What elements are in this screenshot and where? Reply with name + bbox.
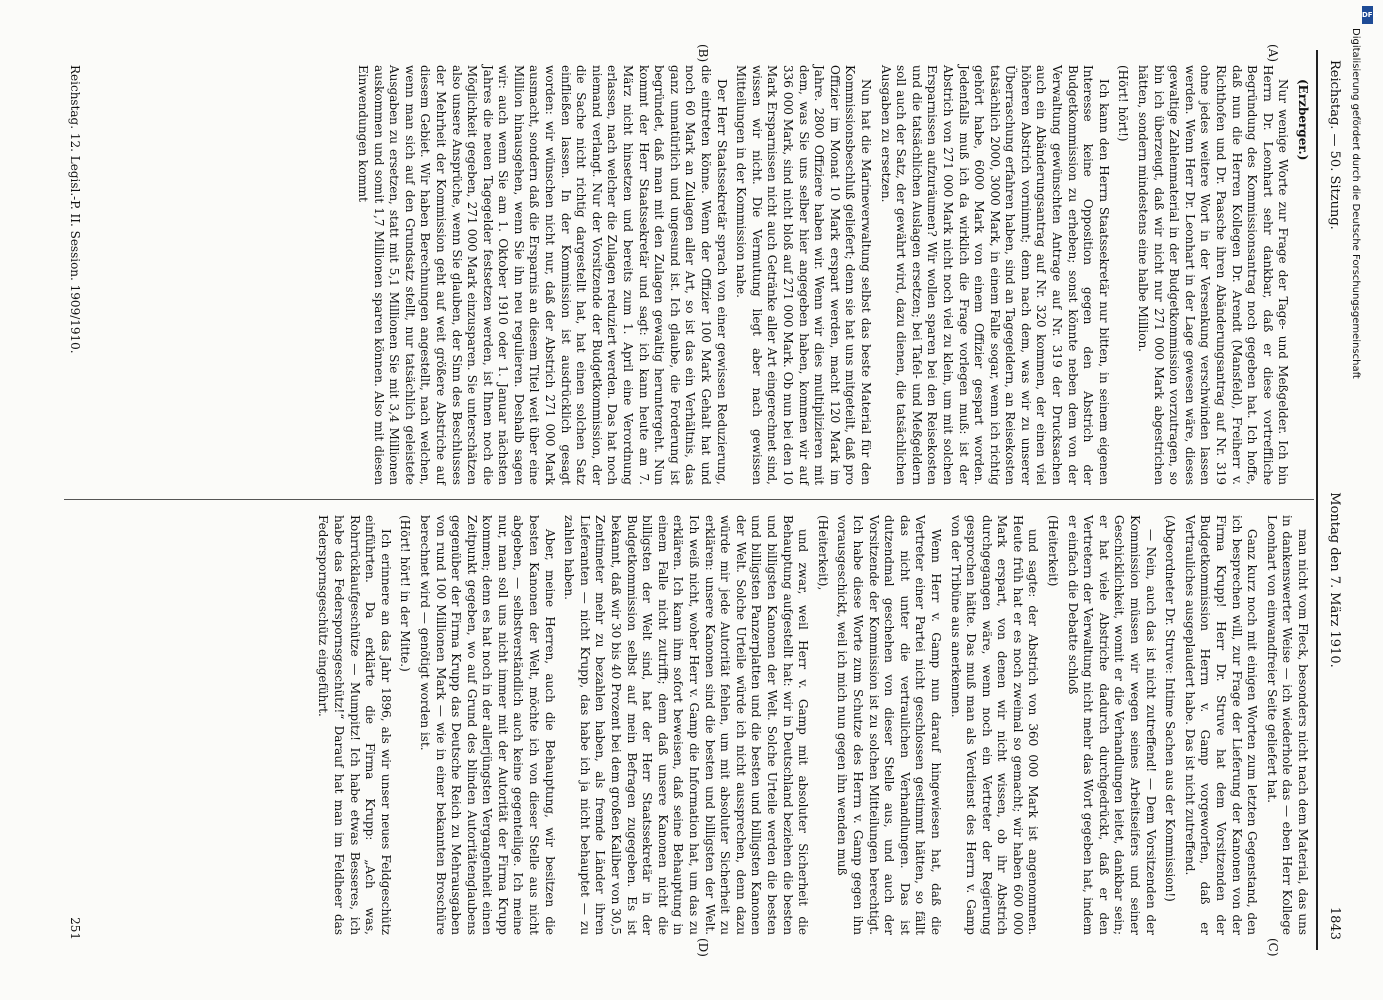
right-paragraph: und zwar, weil Herr v. Gamp mit absoluter Sicherheit die Behauptung aufgestellt hat: wir in Deutschland beziehen die besten und billigsten Kanonen der Welt. Solche Urteile werden die besten und billigsten Panzerplatten und die besten und billigsten Kanonen der Welt. Solche Urteile würde ich nicht aussprechen, denn dazu würde mir jede Autorität fehlen, um mit absoluter Sicherheit zu erklären: unsere Kanonen sind die besten und billigsten der Welt. Ich weiß nicht, woher Herr v. Gamp die Information hat, um das zu erklären. Ich kann ihm sofort beweisen, daß seine Behauptung in einem Falle nicht zutrifft; denn daß unsere Kanonen nicht die billigsten der Welt sind, hat der Herr Staatssekretär in der Budgetkommission selbst auf mein Befragen zugegeben. Es ist bekannt, daß wir 30 bis 40 Prozent bei dem großen Kaliber von 30,5 Zentimeter mehr zu bezahlen haben, als fremde Länder ihren Lieferanten — nicht Krupp, das habe ich ja nicht behauptet — zu zahlen haben. [562, 515, 811, 935]
right-paragraph: man nicht vom Fleck, besonders nicht nach dem Material, das uns in dankenswerter Weise — ich wiederhole das — eben Herr Kollege Leonhart von einwandfreier Seite geliefert hat. [1264, 515, 1310, 935]
margin-letter-b: (B) [696, 44, 710, 63]
right-paragraph: Wenn Herr v. Gamp nun darauf hingewiesen hat, daß die Vertreter einer Partei nicht geschlossen gestimmt hätten, so fällt das nicht unter die vertraulichen Verhandlungen. Das ist dutzendmal geschehen von dieser Stelle aus, und auch der Vorsitzende der Kommission ist zu solchen Mitteilungen berechtigt. Ich habe diese Worte zum Schutze des Herrn v. Gamp gegen ihn vorausgeschickt, weil ich mich nun gegen ihn wenden muß [835, 515, 943, 935]
left-paragraph: Nun hat die Marineverwaltung selbst das beste Material für den Kommissionsbeschluß geliefert; denn sie hat uns mitgeteilt, daß pro Offizier im Monat 10 Mark erspart werden, macht 120 Mark im Jahre. 2800 Offiziere haben wir. Wenn wir dies multiplizieren mit dem, was Sie uns selber hier angegeben haben, kommen wir auf 336 000 Mark, sind nicht bloß auf 271 000 Mark. Ob nun bei den 10 Mark Ersparnissen nicht auch Getränke aller Art eingerechnet sind, wissen wir nicht. Die Vermutung liegt aber nach gewissen Mitteilungen in der Kommission nahe. [734, 65, 873, 485]
margin-letter-a: (A) [1266, 44, 1280, 63]
right-paragraph: Aber, meine Herren, auch die Behauptung, wir besitzen die besten Kanonen der Welt, möchte ich von dieser Stelle aus nicht abgeben, — selbstverständlich auch keine gegenteilige. Ich meine nur, man soll uns nicht immer mit der Autorität der Firma Krupp kommen; denn es hat noch in der allerjüngsten Vergangenheit einen Zeitpunkt gegeben, wo auf Grund des blinden Autoritätenglaubens gegenüber der Firma Krupp das Deutsche Reich zu Mehrausgaben von rund 100 Millionen Mark — wie in einer bekannten Broschüre berechnet wird — genötigt worden ist. [417, 515, 557, 935]
left-paragraph: Nur wenige Worte zur Frage der Tage- und Meßgelder. Ich bin Herrn Dr. Leonhart sehr dankbar, daß er diese vortreffliche Begründung des Kommissionsantrag noch gegeben hat. Ich hoffe, daß nun die Herren Kollegen Dr. Arendt (Mansfeld), Freiherr v. Richthofen und Dr. Paasche ihren Abänderungsantrag auf Nr. 319 ohne jedes weitere Wort in der Versenkung verschwinden lassen werden. Wenn Herr Dr. Leonhart in der Lage gewesen wäre, dieses gewaltige Zahlenmaterial in der Budgetkommission vorzutragen, so bin ich überzeugt, daß wir nicht nur 271 000 Mark abgestrichen hätten, sondern mindestens eine halbe Million. [1136, 65, 1291, 485]
speaker-name: (Erzberger.) [1296, 79, 1310, 161]
header-rule [1316, 50, 1318, 950]
dfg-credit [1350, 11, 1379, 968]
right-interjection: (Hört! hört! in der Mitte.) [398, 515, 413, 672]
right-column [311, 515, 1310, 935]
left-interjection: (Hört! hört!) [1116, 65, 1131, 142]
left-column [350, 65, 1310, 485]
right-interjection: (Heiterkeit) [1046, 515, 1061, 587]
rotated-page-content [50, 44, 1350, 957]
dfg-logo: DFG [1362, 6, 1373, 24]
column-divider [64, 499, 1314, 500]
footer-session: Reichstag. 12. Legisl.-P. II. Session. 1909/1910. [68, 65, 82, 354]
dfg-credit-text: Digitalisierung gefördert durch die Deutsche Forschungsgemeinschaft [1350, 28, 1361, 379]
margin-letter-c: (C) [1266, 938, 1280, 957]
right-paragraph: Ich erinnere an das Jahr 1896, als wir unser neues Feldgeschütz einführten. Da erklärte die Firma Krupp: „Ach was, Rohrrücklaufgeschütze — Mumpitz! Ich habe etwas Besseres, ich habe das Federspornsgeschütz!“ Darauf hat man im Feldheer das Federspornsgeschütz eingeführt. [316, 515, 393, 935]
header-page-number: 1843 [1327, 906, 1342, 940]
right-interjection: (Heiterkeit), [815, 515, 830, 591]
left-paragraph: Der Herr Staatssekretär sprach von einer gewissen Reduzierung, die eintreten könne. Wenn der Offizier 100 Mark Gehalt hat und noch 60 Mark an Zulagen aller Art, so ist das ein Verhältnis, das ganz unnatürlich und ungesund ist. Ich glaube, die Forderung ist begründet, daß man mit den Zulagen gewaltig heruntergeht. Nun kommt der Herr Staatssekretär und sagt: ich kann heute am 7. März nicht hinsetzen und bereits zum 1. April eine Verordnung erlassen, nach welcher die Zulagen reduziert werden. Das hat noch niemand verlangt. Nur der Vorsitzende der Budgetkommission, der die Sache nicht richtig dargestellt hat, hat einen solchen Satz einfließen lassen. In der Kommission ist ausdrücklich gesagt worden: wir wünschen nicht nur, daß der Abstrich 271 000 Mark ausmacht, sondern daß die Ersparnis an diesem Titel weit über eine Million hinausgehen, wenn Sie ihn neu regulieren. Deshalb sagen wir: auch wenn Sie am 1. Oktober 1910 oder 1. Januar nächsten Jahres die neuen Tagegelder festsetzen werden, ist Ihnen noch die Möglichkeit gegeben, 271 000 Mark einzusparen. Sie unterschätzen also unsere Ansprüche, wenn Sie glauben, der Sinn des Beschlusses der Mehrheit der Kommission geht auf weit größere Abstriche auf diesem Gebiet. Wir haben Berechnungen angestellt, nach welchen, wenn man sich auf den Grundsatz stellt, nur tatsächlich geleistete Ausgaben zu ersetzen, statt mit 5,1 Millionen Sie mit 3,4 Millionen auskommen und somit 1,7 Millionen sparen können. Also mit diesen Einwendungen kommt [355, 65, 729, 485]
document-page [50, 44, 1350, 957]
margin-letter-d: (D) [696, 938, 710, 957]
footer-sheet-number: 251 [68, 917, 82, 940]
right-interjection: (Abgeordneter Dr. Struve: Intime Sachen aus der Kommission!) [1163, 515, 1178, 902]
header-center: Montag den 7. März 1910. [1327, 492, 1342, 668]
right-paragraph: — Nein, auch das ist nicht zutreffend! — Dem Vorsitzenden der Kommission müssen wir wegen seines Arbeitseifers und seiner Geschicklichkeit, womit er die Verhandlungen leitet, dankbar sein; er hat viele Abstriche dadurch durchgedrückt, daß er den Vertretern der Verwaltung nicht mehr das Wort gegeben hat, indem er einfach die Debatte schloß [1065, 515, 1158, 935]
header-left: Reichstag. — 50. Sitzung. [1327, 60, 1342, 230]
right-paragraph: Ganz kurz noch mit einigen Worten zum letzten Gegenstand, den ich besprechen will, zur Frage der Lieferung der Kanonen von der Firma Krupp! Herr Dr. Struve hat dem Vorsitzenden der Budgetkommission Herrn v. Gamp vorgeworfen, daß er Vertrauliches ausgeplaudert habe. Das ist nicht zutreffend. [1182, 515, 1260, 935]
right-paragraph: und sagte: der Abstrich von 360 000 Mark ist angenommen. Heute früh hat er es noch zweimal so gemacht; wir haben 600 000 Mark erspart, von denen wir nicht wissen, ob ihr Abstrich durchgegangen wäre, wenn noch ein Vertreter der Regierung gesprochen hätte. Das muß man als Verdienst des Herrn v. Gamp von der Tribüne aus anerkennen. [948, 515, 1041, 935]
left-paragraph: Ich kann den Herrn Staatssekretär nur bitten, in seinem eigenen Interesse keine Opposition gegen den Abstrich der Budgetkommission zu erheben; sonst könnte neben dem von der Verwaltung gewünschten Antrage auf Nr. 319 der Drucksachen auch ein Abänderungsantrag auf Nr. 320 kommen, der einen viel höheren Abstrich vornimmt; denn nach dem, was wir zu unserer Überraschung erfahren haben, sind an Tagegeldern, an Reisekosten tatsächlich 2000, 3000 Mark, in einem Falle sogar, wenn ich richtig gehört habe, 6000 Mark von einem Offizier gespart worden. Jedenfalls muß ich da wirklich die Frage vorlegen muß: ist der Abstrich von 271 000 Mark nicht noch viel zu klein, um mit solchen Ersparnissen aufzuräumen? Wir wollen sparen bei den Reisekosten und die tatsächlichen Auslagen ersetzen; bei Tafel- und Meßgeldern soll auch der Satz, der gewährt wird, dazu dienen, die tatsächlichen Ausgaben zu ersetzen. [878, 65, 1111, 485]
